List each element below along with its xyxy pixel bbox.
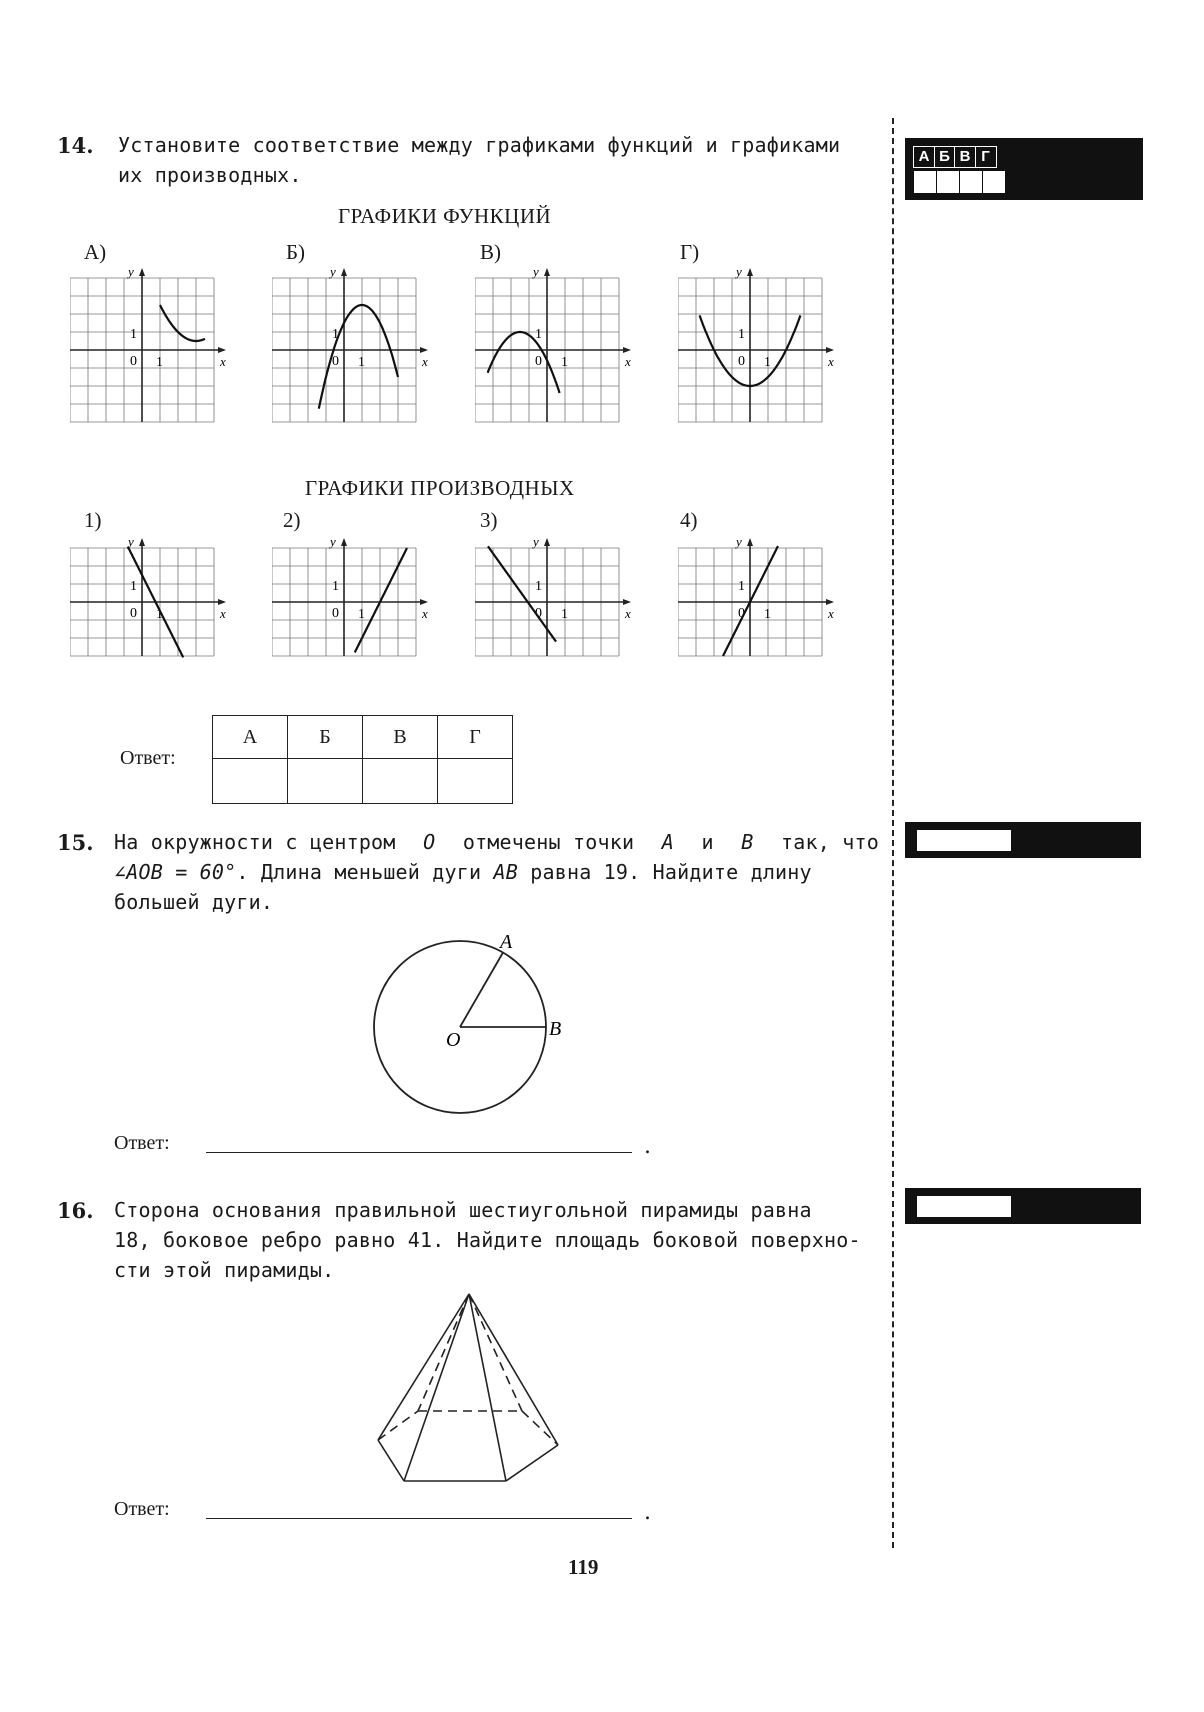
y-axis-label: y [330, 538, 336, 549]
x-axis-label: x [625, 606, 631, 621]
q14-number: 14. [57, 133, 94, 158]
q15-line1-part: отмечены точки [462, 830, 635, 854]
lateral-edge [378, 1294, 469, 1440]
answer-cell-v[interactable] [363, 759, 438, 804]
q15-arc-ab: AB [493, 860, 518, 884]
origin-label: 0 [332, 606, 339, 621]
x-unit-label: 1 [358, 355, 365, 370]
answer-header-b: Б [288, 716, 363, 759]
x-axis-arrow [420, 599, 428, 605]
y-unit-label: 1 [130, 327, 137, 342]
function-label-a: А) [84, 240, 107, 264]
q16-pyramid-figure [370, 1290, 570, 1490]
graph-curve [355, 548, 407, 652]
function-graph-g [678, 268, 858, 460]
q15-answer-label: Ответ: [114, 1132, 170, 1154]
q15-answer-dot: . [644, 1134, 651, 1159]
q15-angle: ∠AOB = 60° [114, 860, 237, 884]
q15-line1 [114, 827, 879, 857]
q15-circle-figure [360, 930, 580, 1130]
y-axis-label: y [736, 268, 742, 279]
function-label-b: Б) [286, 240, 306, 264]
q15-answer-line[interactable] [206, 1152, 632, 1153]
x-axis-label: x [828, 354, 834, 369]
answer-header-a: А [213, 716, 288, 759]
origin-label: 0 [738, 606, 745, 621]
derivatives-heading: ГРАФИКИ ПРОИЗВОДНЫХ [305, 476, 575, 500]
x-unit-label: 1 [561, 355, 568, 370]
q15-line2-part: равна 19. Найдите длину [530, 860, 812, 884]
q14-answer-letter-cells [913, 146, 995, 168]
derivative-label-4: 4) [680, 508, 698, 532]
derivative-graph-2 [272, 538, 452, 690]
y-axis-label: y [533, 538, 539, 549]
y-unit-label: 1 [332, 327, 339, 342]
derivative-graph-4 [678, 538, 858, 690]
y-axis-arrow [139, 538, 145, 546]
answer-cell-b[interactable] [288, 759, 363, 804]
origin-label: 0 [535, 354, 542, 369]
x-axis-label: x [828, 606, 834, 621]
q15-line2-part: . Длина меньшей дуги [236, 860, 482, 884]
q14-cell-letter: А [913, 146, 935, 168]
y-axis-label: y [128, 268, 134, 279]
x-axis-arrow [420, 347, 428, 353]
q14-answer-margin-box [905, 138, 1143, 200]
q15-line1-part: так, что [781, 830, 879, 854]
q15-line2 [114, 857, 879, 887]
function-label-g: Г) [680, 240, 700, 264]
y-unit-label: 1 [535, 327, 542, 342]
hidden-lateral-edge [418, 1294, 469, 1411]
answer-header-g: Г [438, 716, 513, 759]
x-axis-label: x [422, 354, 428, 369]
radius-oa [460, 953, 503, 1028]
x-unit-label: 1 [764, 355, 771, 370]
q14-text-line2: их производных. [118, 163, 302, 187]
q16-line3: сти этой пирамиды. [114, 1258, 335, 1282]
x-axis-arrow [218, 347, 226, 353]
base-edge [378, 1440, 404, 1481]
q15-center-o: O [423, 830, 436, 854]
hidden-base-edge [522, 1411, 558, 1445]
origin-label: 0 [332, 354, 339, 369]
q16-number: 16. [57, 1198, 94, 1223]
y-unit-label: 1 [738, 579, 745, 594]
x-axis-arrow [826, 347, 834, 353]
base-edge [506, 1445, 558, 1481]
hidden-base-edge [378, 1411, 418, 1440]
y-axis-label: y [736, 538, 742, 549]
x-axis-label: x [220, 354, 226, 369]
q15-answer-margin-box [905, 822, 1141, 858]
graph-curve [160, 305, 205, 341]
x-unit-label: 1 [764, 607, 771, 622]
lateral-edge [469, 1294, 558, 1445]
q16-answer-line[interactable] [206, 1518, 632, 1519]
answer-cell-a[interactable] [213, 759, 288, 804]
function-graph-a [70, 268, 250, 460]
x-axis-arrow [826, 599, 834, 605]
y-axis-arrow [139, 268, 145, 276]
q14-cell-letter: Б [934, 146, 956, 168]
x-unit-label: 1 [358, 607, 365, 622]
q16-answer-margin-box [905, 1188, 1141, 1224]
q14-cell-letter: В [954, 146, 976, 168]
q16-answer-label: Ответ: [114, 1498, 170, 1520]
q15-number: 15. [57, 830, 94, 855]
q14-answer-label: Ответ: [120, 747, 176, 769]
derivative-label-1: 1) [84, 508, 102, 532]
derivative-graph-1 [70, 538, 250, 690]
q14-text [118, 130, 883, 190]
y-axis-arrow [747, 268, 753, 276]
y-unit-label: 1 [738, 327, 745, 342]
y-axis-arrow [544, 268, 550, 276]
q15-text [114, 827, 879, 917]
x-axis-label: x [220, 606, 226, 621]
answer-cell-g[interactable] [438, 759, 513, 804]
x-axis-label: x [422, 606, 428, 621]
x-unit-label: 1 [561, 607, 568, 622]
function-graph-b [272, 268, 452, 460]
q16-answer-dot: . [644, 1500, 651, 1525]
q16-text [114, 1195, 879, 1285]
margin-cut-line [892, 118, 894, 1548]
q14-text-line1: Установите соответствие между графиками функций и графиками [118, 133, 841, 157]
q14-cell-letter: Г [975, 146, 997, 168]
label-point-a: A [500, 931, 513, 953]
y-unit-label: 1 [130, 579, 137, 594]
q16-line2: 18, боковое ребро равно 41. Найдите площадь боковой поверхно- [114, 1228, 861, 1252]
x-axis-arrow [623, 599, 631, 605]
y-axis-arrow [341, 268, 347, 276]
q15-margin-answer-field[interactable] [917, 830, 1011, 851]
origin-label: 0 [130, 354, 137, 369]
x-unit-label: 1 [156, 607, 163, 622]
y-axis-arrow [544, 538, 550, 546]
q15-line1-part: и [701, 830, 714, 854]
q15-line1-part: На окружности с центром [114, 830, 396, 854]
origin-label: 0 [535, 606, 542, 621]
answer-header-v: В [363, 716, 438, 759]
y-axis-label: y [330, 268, 336, 279]
y-unit-label: 1 [332, 579, 339, 594]
q14-answer-table [212, 715, 513, 804]
origin-label: 0 [738, 354, 745, 369]
y-axis-arrow [341, 538, 347, 546]
x-axis-arrow [623, 347, 631, 353]
graph-curve [488, 332, 560, 393]
lateral-edge [469, 1294, 506, 1481]
q16-margin-answer-field[interactable] [917, 1196, 1011, 1217]
q15-point-a: A [661, 830, 674, 854]
x-axis-label: x [625, 354, 631, 369]
function-label-v: В) [480, 240, 501, 264]
origin-label: 0 [130, 606, 137, 621]
q16-line1: Сторона основания правильной шестиугольной пирамиды равна [114, 1198, 812, 1222]
function-graph-v [475, 268, 655, 460]
derivative-graph-3 [475, 538, 655, 690]
hidden-lateral-edge [469, 1294, 522, 1411]
lateral-edge [404, 1294, 469, 1481]
y-axis-arrow [747, 538, 753, 546]
y-axis-label: y [533, 268, 539, 279]
q15-point-b: B [741, 830, 754, 854]
page-number: 119 [568, 1555, 599, 1579]
y-unit-label: 1 [535, 579, 542, 594]
derivative-label-3: 3) [480, 508, 498, 532]
graph-curve [488, 546, 556, 641]
label-point-b: B [549, 1018, 562, 1040]
derivative-label-2: 2) [283, 508, 301, 532]
x-axis-arrow [218, 599, 226, 605]
q14-answer-empty-cells[interactable] [914, 171, 1006, 197]
functions-heading: ГРАФИКИ ФУНКЦИЙ [338, 204, 552, 228]
y-axis-label: y [128, 538, 134, 549]
q15-line3: большей дуги. [114, 890, 274, 914]
label-center-o: O [446, 1029, 461, 1051]
x-unit-label: 1 [156, 355, 163, 370]
